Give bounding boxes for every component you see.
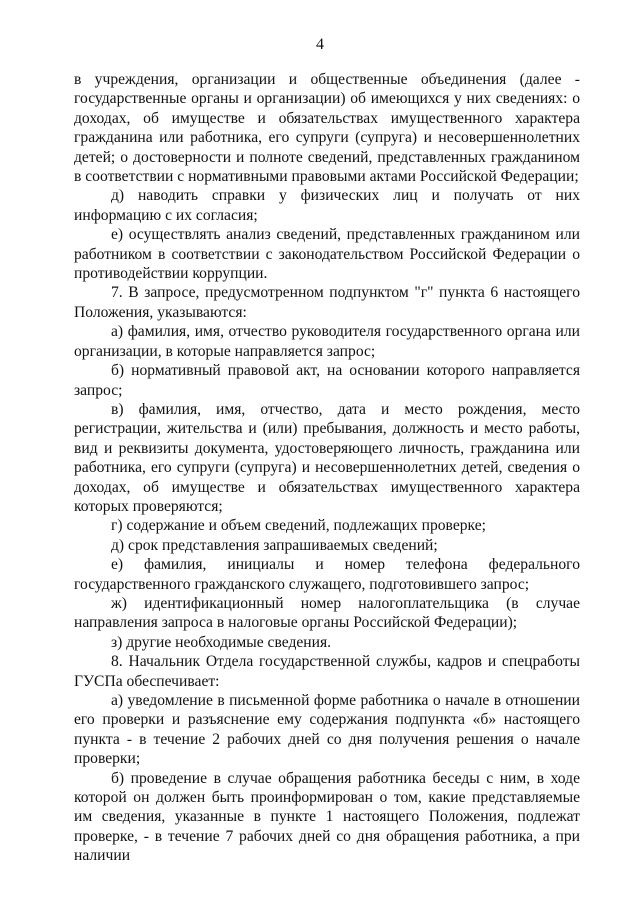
paragraph-8b: б) проведение в случае обращения работника беседы с ним, в ходе которой он должен быть проинформирован о том, какие представляемые им сведения, указанные в пункте 1 настоящего Положения, подлежат проверке, - в течение 7 рабочих дней со дня обращения работника, а при наличии — [74, 769, 580, 865]
paragraph-7: 7. В запросе, предусмотренном подпунктом "г" пункта 6 настоящего Положения, указываются: — [74, 284, 580, 321]
paragraph-6e: е) осуществлять анализ сведений, представленных гражданином или работником в соответствии с законодательством Российской Федерации о противодействии коррупции. — [74, 226, 580, 283]
paragraph-7b: б) нормативный правовой акт, на основании которого направляется запрос; — [74, 362, 580, 399]
page-number: 4 — [316, 36, 324, 53]
paragraph-8a: а) уведомление в письменной форме работника о начале в отношении его проверки и разъяснение ему содержания подпункта «б» настоящего пункта - в течение 2 рабочих дней со дня получения решения о начале проверки; — [74, 692, 580, 768]
paragraph-7a: а) фамилия, имя, отчество руководителя государственного органа или организации, в которые направляется запрос; — [74, 323, 580, 360]
paragraph-7z: з) другие необходимые сведения. — [111, 633, 332, 651]
paragraph-7zh: ж) идентификационный номер налогоплательщика (в случае направления запроса в налоговые органы Российской Федерации); — [74, 594, 580, 632]
paragraph-6d: д) наводить справки у физических лиц и получать от них информацию с их согласия; — [74, 187, 580, 224]
paragraph-7d: д) срок представления запрашиваемых сведений; — [111, 536, 438, 554]
paragraph-7v: в) фамилия, имя, отчество, дата и место рождения, место регистрации, жительства и (или) пребывания, должность и место работы, вид и реквизиты документа, удостоверяющего личность, гражданина или работника, его супруги (супруга) и несовершеннолетних детей, сведения о доходах, об имуществе и обязательствах имущественного характера которых проверяются; — [74, 400, 580, 515]
document-body — [74, 70, 580, 866]
paragraph-7e: е) фамилия, инициалы и номер телефона федерального государственного гражданского служащего, подготовившего запрос; — [74, 556, 580, 593]
paragraph-8: 8. Начальник Отдела государственной службы, кадров и спецработы ГУСПа обеспечивает: — [74, 653, 580, 690]
paragraph-7g: г) содержание и объем сведений, подлежащих проверке; — [111, 517, 486, 535]
paragraph-continuation: в учреждения, организации и общественные объединения (далее - государственные органы и организации) об имеющихся у них сведениях: о доходах, об имуществе и обязательствах имущественного характера гражданина или работника, его супруги (супруга) и несовершеннолетних детей; о достоверности и полноте сведений, представленных гражданином в соответствии с нормативными правовыми актами Российской Федерации; — [74, 71, 580, 186]
